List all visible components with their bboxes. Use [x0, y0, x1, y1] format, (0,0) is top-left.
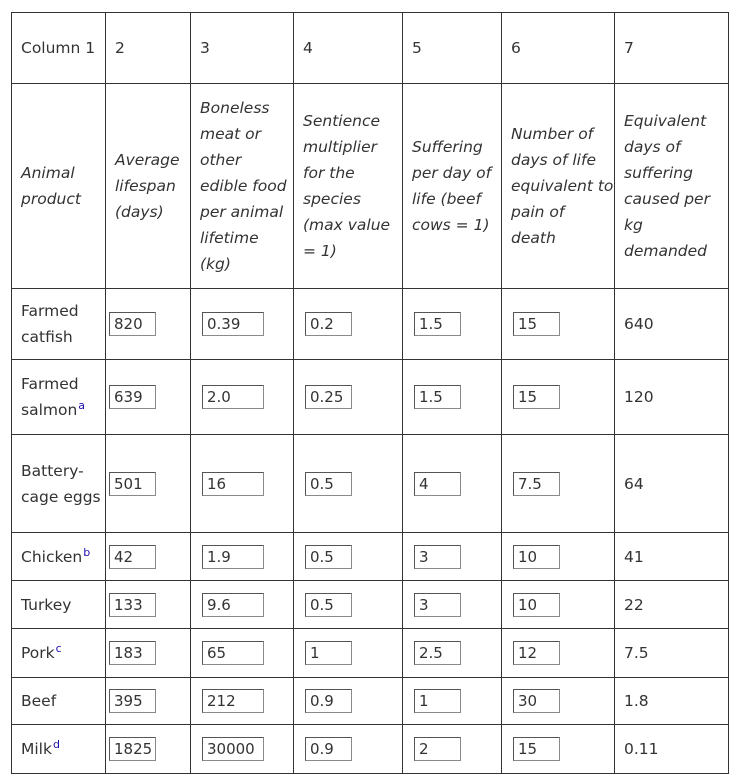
sentience-input[interactable] — [305, 545, 352, 569]
animal-product-label: Chicken — [21, 547, 83, 566]
sentience-input[interactable] — [305, 641, 352, 665]
lifespan-input[interactable] — [109, 641, 156, 665]
equivalent-days-result: 0.11 — [615, 725, 729, 774]
table-row — [12, 289, 729, 360]
suffering-per-day-cell — [403, 725, 502, 774]
animal-product-label: Farmed salmon — [21, 375, 79, 419]
sentience-cell — [294, 360, 403, 435]
edible-food-cell — [191, 581, 294, 629]
column-number: 3 — [191, 13, 294, 84]
animal-product-cell — [12, 360, 106, 435]
edible-food-cell — [191, 435, 294, 533]
lifespan-cell — [106, 360, 191, 435]
column-header-row — [12, 84, 729, 289]
death-pain-input[interactable] — [513, 689, 560, 713]
death-pain-cell — [502, 725, 615, 774]
lifespan-cell — [106, 289, 191, 360]
death-pain-input[interactable] — [513, 593, 560, 617]
column-header: Sentience multiplier for the species (max value = 1) — [294, 84, 403, 289]
lifespan-cell — [106, 678, 191, 725]
sentience-cell — [294, 678, 403, 725]
column-number-row — [12, 13, 729, 84]
edible-food-input[interactable] — [202, 641, 264, 665]
death-pain-input[interactable] — [513, 545, 560, 569]
table-row — [12, 581, 729, 629]
death-pain-input[interactable] — [513, 385, 560, 409]
lifespan-input[interactable] — [109, 593, 156, 617]
sentience-input[interactable] — [305, 689, 352, 713]
animal-product-cell — [12, 678, 106, 725]
footnote-link[interactable]: a — [78, 399, 86, 412]
column-number: 4 — [294, 13, 403, 84]
death-pain-input[interactable] — [513, 737, 560, 761]
suffering-per-day-cell — [403, 629, 502, 678]
animal-product-label: Beef — [21, 692, 57, 710]
table-row — [12, 533, 729, 581]
animal-product-cell — [12, 289, 106, 360]
suffering-per-day-input[interactable] — [414, 385, 461, 409]
table-row — [12, 360, 729, 435]
equivalent-days-result: 1.8 — [615, 678, 729, 725]
sentience-cell — [294, 581, 403, 629]
column-number: 6 — [502, 13, 615, 84]
lifespan-input[interactable] — [109, 737, 156, 761]
death-pain-cell — [502, 533, 615, 581]
edible-food-cell — [191, 725, 294, 774]
sentience-cell — [294, 725, 403, 774]
animal-product-cell — [12, 629, 106, 678]
death-pain-input[interactable] — [513, 312, 560, 336]
column-number: 7 — [615, 13, 729, 84]
death-pain-cell — [502, 360, 615, 435]
lifespan-cell — [106, 629, 191, 678]
table-row — [12, 725, 729, 774]
equivalent-days-result: 22 — [615, 581, 729, 629]
table-row — [12, 678, 729, 725]
animal-product-label: Farmed catfish — [21, 302, 79, 346]
column-header: Boneless meat or other edible food per animal lifetime (kg) — [191, 84, 294, 289]
sentience-input[interactable] — [305, 385, 352, 409]
suffering-per-day-cell — [403, 360, 502, 435]
suffering-per-day-cell — [403, 435, 502, 533]
column-header: Equivalent days of suffering caused per kg demanded — [615, 84, 729, 289]
equivalent-days-result: 64 — [615, 435, 729, 533]
table-row — [12, 629, 729, 678]
column-number: 5 — [403, 13, 502, 84]
edible-food-cell — [191, 360, 294, 435]
lifespan-cell — [106, 533, 191, 581]
death-pain-cell — [502, 289, 615, 360]
suffering-per-day-input[interactable] — [414, 312, 461, 336]
suffering-per-day-input[interactable] — [414, 737, 461, 761]
sentience-input[interactable] — [305, 472, 352, 496]
suffering-per-day-input[interactable] — [414, 472, 461, 496]
suffering-per-day-input[interactable] — [414, 689, 461, 713]
animal-product-cell — [12, 533, 106, 581]
edible-food-input[interactable] — [202, 472, 264, 496]
death-pain-input[interactable] — [513, 472, 560, 496]
death-pain-cell — [502, 678, 615, 725]
edible-food-cell — [191, 289, 294, 360]
edible-food-input[interactable] — [202, 312, 264, 336]
edible-food-input[interactable] — [202, 593, 264, 617]
animal-product-cell — [12, 725, 106, 774]
edible-food-input[interactable] — [202, 689, 264, 713]
animal-product-label: Pork — [21, 644, 55, 662]
lifespan-input[interactable] — [109, 472, 156, 496]
animal-product-label: Turkey — [21, 595, 72, 614]
sentience-cell — [294, 289, 403, 360]
death-pain-cell — [502, 581, 615, 629]
suffering-per-day-cell — [403, 533, 502, 581]
edible-food-cell — [191, 629, 294, 678]
suffering-per-day-cell — [403, 678, 502, 725]
suffering-per-day-cell — [403, 581, 502, 629]
lifespan-input[interactable] — [109, 689, 156, 713]
footnote-link[interactable]: d — [52, 738, 60, 751]
suffering-per-day-cell — [403, 289, 502, 360]
sentience-cell — [294, 629, 403, 678]
animal-product-label: Battery-cage eggs — [21, 461, 101, 506]
equivalent-days-result: 640 — [615, 289, 729, 360]
death-pain-cell — [502, 435, 615, 533]
lifespan-cell — [106, 435, 191, 533]
edible-food-input[interactable] — [202, 737, 264, 761]
edible-food-input[interactable] — [202, 545, 264, 569]
footnote-link[interactable]: c — [55, 642, 62, 655]
footnote-link[interactable]: b — [83, 545, 91, 559]
sentience-cell — [294, 533, 403, 581]
sentience-input[interactable] — [305, 593, 352, 617]
column-header: Average lifespan (days) — [106, 84, 191, 289]
column-number: 2 — [106, 13, 191, 84]
lifespan-cell — [106, 581, 191, 629]
column-header: Suffering per day of life (beef cows = 1) — [403, 84, 502, 289]
equivalent-days-result: 120 — [615, 360, 729, 435]
suffering-per-day-input[interactable] — [414, 641, 461, 665]
suffering-per-day-input[interactable] — [414, 593, 461, 617]
sentience-input[interactable] — [305, 737, 352, 761]
lifespan-input[interactable] — [109, 385, 156, 409]
sentience-input[interactable] — [305, 312, 352, 336]
death-pain-input[interactable] — [513, 641, 560, 665]
column-header: Animal product — [12, 84, 106, 289]
animal-product-label: Milk — [21, 740, 52, 758]
edible-food-input[interactable] — [202, 385, 264, 409]
edible-food-cell — [191, 678, 294, 725]
column-number: Column 1 — [12, 13, 106, 84]
sentience-cell — [294, 435, 403, 533]
lifespan-input[interactable] — [109, 545, 156, 569]
edible-food-cell — [191, 533, 294, 581]
death-pain-cell — [502, 629, 615, 678]
column-header: Number of days of life equivalent to pain of death — [502, 84, 615, 289]
animal-product-cell — [12, 581, 106, 629]
equivalent-days-result: 41 — [615, 533, 729, 581]
lifespan-cell — [106, 725, 191, 774]
table-row — [12, 435, 729, 533]
lifespan-input[interactable] — [109, 312, 156, 336]
animal-product-cell — [12, 435, 106, 533]
equivalent-days-result: 7.5 — [615, 629, 729, 678]
suffering-table — [11, 12, 729, 774]
suffering-per-day-input[interactable] — [414, 545, 461, 569]
